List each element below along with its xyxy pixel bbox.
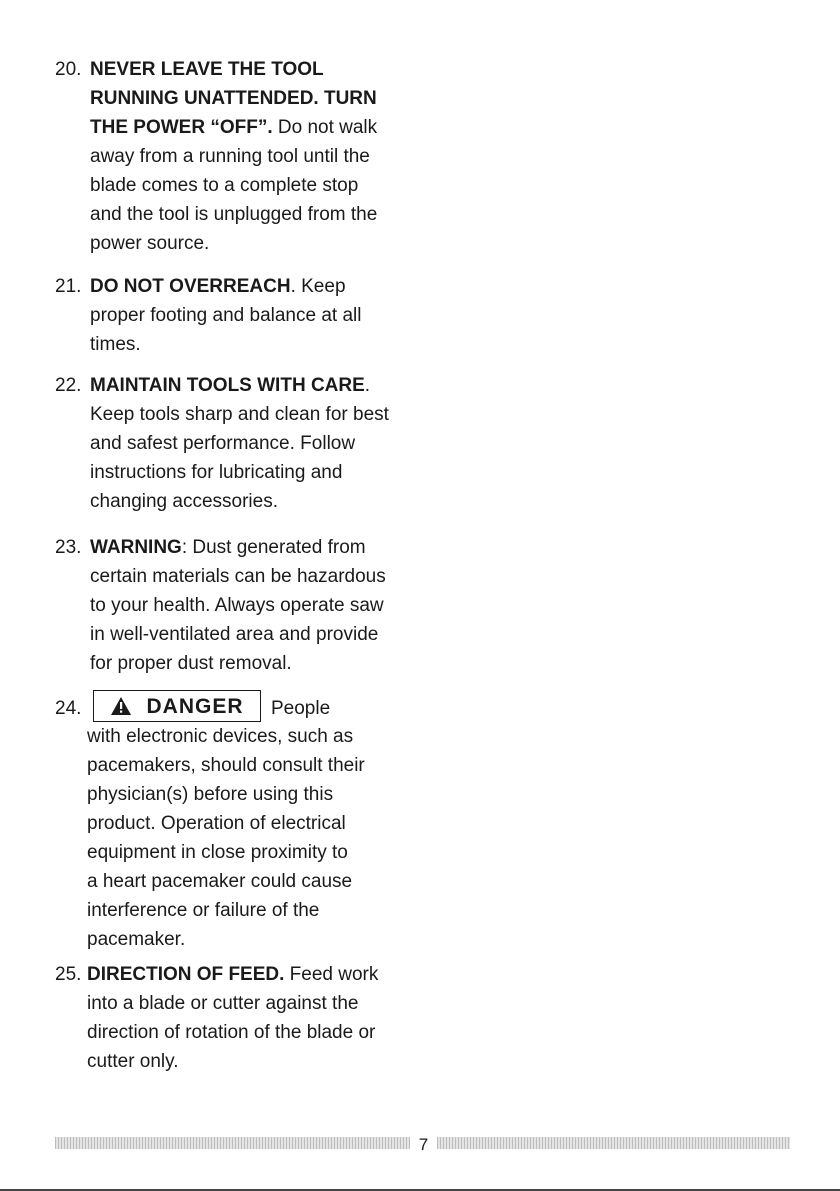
item-line: equipment in close proximity to [87, 842, 348, 863]
item-line: away from a running tool until the [90, 146, 370, 167]
item-line: blade comes to a complete stop [90, 175, 359, 196]
item-line: interference or failure of the [87, 900, 320, 921]
item-number: 24. [55, 698, 82, 719]
item-line: a heart pacemaker could cause [87, 871, 353, 892]
item-line: power source. [90, 233, 210, 254]
item-line: changing accessories. [90, 491, 278, 512]
item-line: for proper dust removal. [90, 653, 292, 674]
danger-label: DANGER [146, 694, 244, 718]
footer-rule-right [437, 1137, 790, 1149]
item-line: physician(s) before using this [87, 784, 334, 805]
item-line: instructions for lubricating and [90, 462, 343, 483]
item-line: MAINTAIN TOOLS WITH CARE. [90, 375, 371, 396]
item-line: and the tool is unplugged from the [90, 204, 378, 225]
item-line: direction of rotation of the blade or [87, 1022, 376, 1043]
item-line: in well-ventilated area and provide [90, 624, 379, 645]
item-line: DO NOT OVERREACH. Keep [90, 276, 346, 297]
item-number: 23. [55, 537, 82, 558]
item-line: into a blade or cutter against the [87, 993, 359, 1014]
item-number: 21. [55, 276, 82, 297]
item-number: 22. [55, 375, 82, 396]
item-line: pacemaker. [87, 929, 186, 950]
item-number: 25. [55, 964, 82, 985]
item-line: RUNNING UNATTENDED. TURN [90, 88, 377, 109]
item-line: DIRECTION OF FEED. Feed work [87, 964, 379, 985]
item-line: proper footing and balance at all [90, 305, 362, 326]
footer-rule-left [55, 1137, 410, 1149]
item-line: Keep tools sharp and clean for best [90, 404, 389, 425]
item-line: times. [90, 334, 141, 355]
danger-label-box [93, 690, 261, 722]
item-line: WARNING: Dust generated from [90, 537, 366, 558]
warning-triangle-icon [110, 696, 132, 716]
item-line: certain materials can be hazardous [90, 566, 386, 587]
page-footer [55, 1135, 790, 1155]
item-line: product. Operation of electrical [87, 813, 346, 834]
item-line: to your health. Always operate saw [90, 595, 384, 616]
item-line: with electronic devices, such as [87, 726, 354, 747]
item-line: THE POWER “OFF”. Do not walk [90, 117, 378, 138]
item-line: NEVER LEAVE THE TOOL [90, 59, 324, 80]
item-line: and safest performance. Follow [90, 433, 356, 454]
item-line: pacemakers, should consult their [87, 755, 365, 776]
item-line: People [271, 698, 331, 719]
item-number: 20. [55, 59, 82, 80]
item-line: cutter only. [87, 1051, 179, 1072]
page-number: 7 [418, 1135, 429, 1154]
